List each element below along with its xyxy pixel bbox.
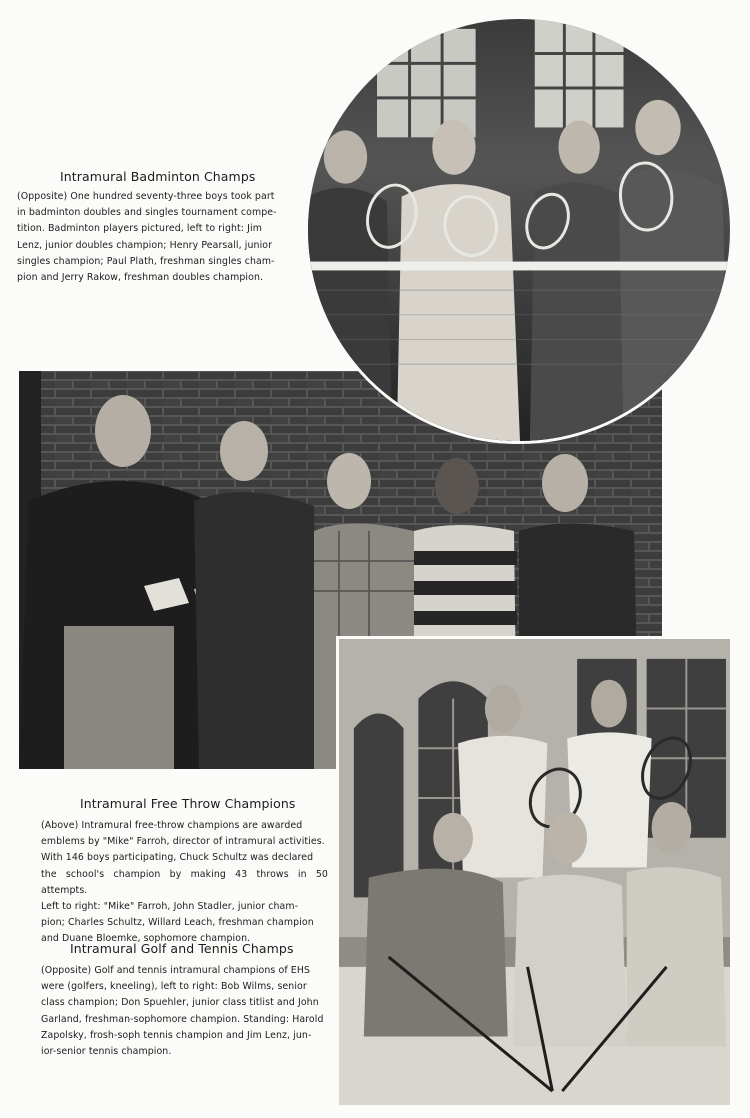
- golf-tennis-caption: [41, 963, 328, 1060]
- caption-line: With 146 boys participating, Chuck Schultz was declared: [41, 852, 314, 864]
- caption-line: ior-senior tennis champion.: [41, 1046, 172, 1058]
- golf-tennis-photo: [336, 636, 730, 1105]
- caption-line: singles champion; Paul Plath, freshman singles cham-: [17, 255, 275, 267]
- free-throw-heading: Intramural Free Throw Champions: [80, 796, 296, 811]
- caption-line: tition. Badminton players pictured, left to right: Jim: [17, 223, 262, 235]
- caption-line: Lenz, junior doubles champion; Henry Pearsall, junior: [17, 239, 273, 251]
- caption-line: the school's champion by making 43 throws in 50 attempts.: [41, 868, 328, 896]
- caption-line: Left to right: "Mike" Farroh, John Stadler, junior cham-: [41, 901, 299, 913]
- caption-line: and Duane Bloemke, sophomore champion.: [41, 933, 251, 945]
- free-throw-caption: [41, 818, 328, 948]
- golf-tennis-heading: Intramural Golf and Tennis Champs: [70, 941, 294, 956]
- caption-line: Zapolsky, frosh-soph tennis champion and Jim Lenz, jun-: [41, 1029, 312, 1041]
- badminton-caption: [17, 189, 285, 286]
- caption-line: (Opposite) One hundred seventy-three boys took part: [17, 191, 275, 202]
- caption-line: pion; Charles Schultz, Willard Leach, freshman champion: [41, 917, 314, 929]
- badminton-heading: Intramural Badminton Champs: [60, 169, 256, 184]
- caption-line: (Opposite) Golf and tennis intramural champions of EHS: [41, 965, 311, 976]
- caption-line: class champion; Don Spuehler, junior class titlist and John: [41, 997, 319, 1009]
- caption-line: Garland, freshman-sophomore champion. Standing: Harold: [41, 1013, 324, 1025]
- badminton-photo: [305, 16, 733, 444]
- caption-line: pion and Jerry Rakow, freshman doubles champion.: [17, 272, 264, 284]
- caption-line: in badminton doubles and singles tournament compe-: [17, 207, 277, 219]
- caption-line: (Above) Intramural free-throw champions are awarded: [41, 820, 303, 831]
- caption-line: were (golfers, kneeling), left to right: Bob Wilms, senior: [41, 981, 307, 993]
- caption-line: emblems by "Mike" Farroh, director of intramural activities.: [41, 836, 325, 848]
